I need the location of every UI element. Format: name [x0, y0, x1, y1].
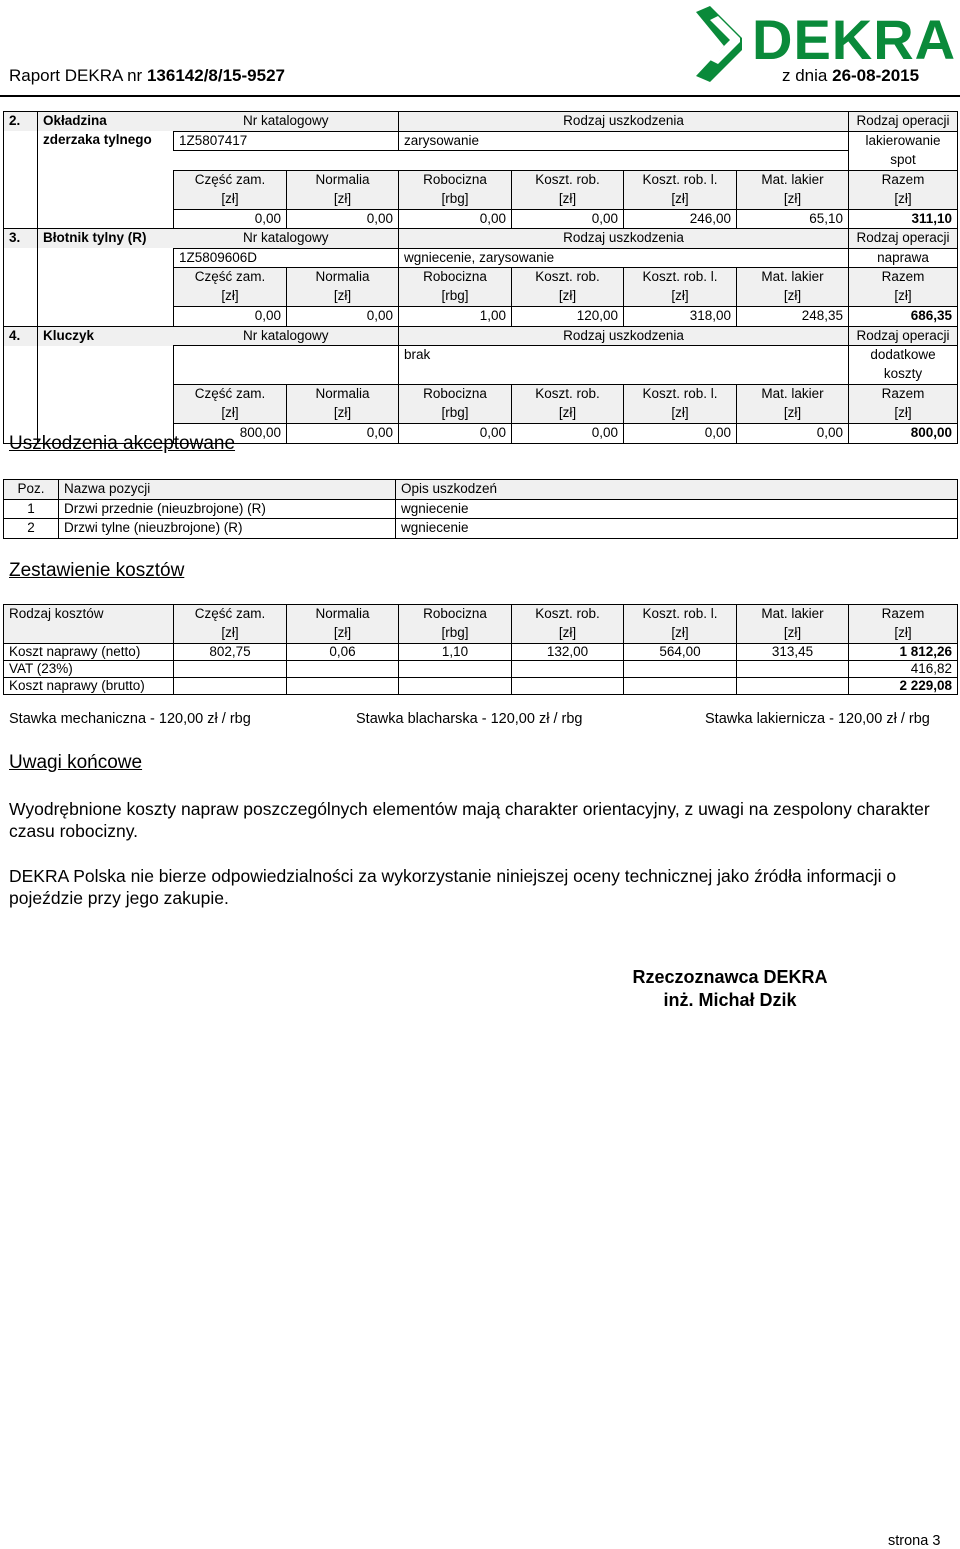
- gross-total: 2 229,08: [849, 678, 958, 695]
- unit-label: [zł]: [174, 404, 287, 424]
- net-labor: 1,10: [399, 644, 512, 661]
- col-norm: Normalia: [287, 268, 399, 288]
- cost-summary-table: [3, 604, 958, 695]
- operation-type: lakierowanie: [849, 131, 958, 151]
- row-damage-desc: wgniecenie: [396, 499, 958, 519]
- col-norm: Normalia: [287, 385, 399, 405]
- value-paint-mat: 248,35: [737, 307, 849, 327]
- value-labor: 0,00: [399, 424, 512, 444]
- cost-label-row: [4, 268, 958, 288]
- page-number: strona 3: [888, 1533, 941, 1549]
- unit-label: [zł]: [737, 190, 849, 210]
- col-labor-cost: Koszt. rob.: [512, 385, 624, 405]
- cost-label-row: [4, 170, 958, 190]
- damage-type: zarysowanie: [399, 131, 849, 151]
- col-paint-labor: Koszt. rob. l.: [624, 605, 737, 625]
- cost-unit-row: [4, 624, 958, 644]
- col-labor-cost: Koszt. rob.: [512, 605, 624, 625]
- accepted-damages-title: Uszkodzenia akceptowane: [9, 433, 236, 454]
- value-part: 0,00: [174, 307, 287, 327]
- part-detail-row: [4, 151, 958, 171]
- col-paint-mat: Mat. lakier: [737, 268, 849, 288]
- col-labor: Robocizna: [399, 268, 512, 288]
- damage-label: Rodzaj uszkodzenia: [399, 326, 849, 346]
- value-paint-labor: 246,00: [624, 209, 737, 229]
- remarks-paragraph: Wyodrębnione koszty napraw poszczególnych elementów mają charakter orientacyjny, z uwagi na zespolony charakter czasu robocizny.: [9, 799, 930, 841]
- unit-label: [zł]: [287, 287, 399, 307]
- net-norm: 0,06: [287, 644, 399, 661]
- table-row: [4, 678, 958, 695]
- value-paint-mat: 0,00: [737, 424, 849, 444]
- col-labor: Robocizna: [399, 605, 512, 625]
- col-position: Poz.: [4, 480, 59, 500]
- cost-value-row: [4, 209, 958, 229]
- unit-label: [zł]: [512, 404, 624, 424]
- col-part: Część zam.: [174, 385, 287, 405]
- unit-label: [rbg]: [399, 404, 512, 424]
- col-total: Razem: [849, 605, 958, 625]
- part-detail-row: [4, 131, 958, 151]
- col-paint-mat: Mat. lakier: [737, 605, 849, 625]
- unit-label: [zł]: [287, 624, 399, 644]
- value-paint-labor: 0,00: [624, 424, 737, 444]
- damage-label: Rodzaj uszkodzenia: [399, 229, 849, 249]
- value-labor-cost: 120,00: [512, 307, 624, 327]
- accepted-damages-table: [3, 479, 958, 539]
- col-item-name: Nazwa pozycji: [59, 480, 396, 500]
- value-total: 800,00: [849, 424, 958, 444]
- unit-label: [zł]: [849, 287, 958, 307]
- value-paint-labor: 318,00: [624, 307, 737, 327]
- unit-label: [zł]: [512, 190, 624, 210]
- dekra-logo-text: DEKRA: [752, 8, 957, 71]
- report-title: [9, 66, 285, 86]
- value-labor: 0,00: [399, 209, 512, 229]
- unit-label: [zł]: [287, 190, 399, 210]
- unit-label: [zł]: [624, 190, 737, 210]
- value-norm: 0,00: [287, 307, 399, 327]
- table-row: [4, 661, 958, 678]
- col-part: Część zam.: [174, 170, 287, 190]
- damage-type: brak: [399, 346, 849, 366]
- value-total: 311,10: [849, 209, 958, 229]
- col-part: Część zam.: [174, 268, 287, 288]
- part-detail-row: [4, 346, 958, 366]
- unit-label: [rbg]: [399, 190, 512, 210]
- parts-table: [3, 111, 958, 444]
- catalog-label: Nr katalogowy: [174, 112, 399, 132]
- cost-unit-row: [4, 190, 958, 210]
- unit-label: [zł]: [624, 624, 737, 644]
- col-paint-mat: Mat. lakier: [737, 170, 849, 190]
- unit-label: [zł]: [849, 404, 958, 424]
- value-part: 800,00: [174, 424, 287, 444]
- net-paint-mat: 313,45: [737, 644, 849, 661]
- col-paint-mat: Mat. lakier: [737, 385, 849, 405]
- gross-cost-label: Koszt naprawy (brutto): [4, 678, 174, 695]
- operation-type-continued: koszty: [849, 365, 958, 385]
- unit-label: [zł]: [174, 287, 287, 307]
- unit-label: [rbg]: [399, 287, 512, 307]
- value-labor-cost: 0,00: [512, 424, 624, 444]
- unit-label: [zł]: [737, 287, 849, 307]
- unit-label: [zł]: [624, 287, 737, 307]
- net-paint-labor: 564,00: [624, 644, 737, 661]
- value-labor: 1,00: [399, 307, 512, 327]
- col-total: Razem: [849, 268, 958, 288]
- signature-block: [560, 966, 900, 1012]
- unit-label: [zł]: [287, 404, 399, 424]
- operation-type-continued: spot: [849, 151, 958, 171]
- cost-label-row: [4, 385, 958, 405]
- value-part: 0,00: [174, 209, 287, 229]
- value-norm: 0,00: [287, 209, 399, 229]
- part-name: Okładzina: [38, 112, 174, 132]
- date-prefix: z dnia: [782, 66, 828, 85]
- value-norm: 0,00: [287, 424, 399, 444]
- row-position: 1: [4, 499, 59, 519]
- table-row: [4, 644, 958, 661]
- operation-label: Rodzaj operacji: [849, 229, 958, 249]
- part-header-row: [4, 326, 958, 346]
- col-cost-type: Rodzaj kosztów: [4, 605, 174, 625]
- unit-label: [zł]: [174, 190, 287, 210]
- header-divider: [0, 95, 960, 97]
- col-total: Razem: [849, 170, 958, 190]
- rate-paint: Stawka lakiernicza - 120,00 zł / rbg: [705, 711, 930, 727]
- net-labor-cost: 132,00: [512, 644, 624, 661]
- unit-label: [zł]: [737, 624, 849, 644]
- unit-label: [zł]: [737, 404, 849, 424]
- rate-mechanical: Stawka mechaniczna - 120,00 zł / rbg: [9, 711, 251, 727]
- net-cost-label: Koszt naprawy (netto): [4, 644, 174, 661]
- col-labor-cost: Koszt. rob.: [512, 170, 624, 190]
- unit-label: [rbg]: [399, 624, 512, 644]
- part-number: 4.: [4, 326, 38, 346]
- part-detail-row: [4, 248, 958, 268]
- catalog-number: 1Z5809606D: [174, 248, 399, 268]
- catalog-label: Nr katalogowy: [174, 229, 399, 249]
- table-row: [4, 499, 958, 519]
- col-total: Razem: [849, 385, 958, 405]
- row-position: 2: [4, 519, 59, 539]
- col-part: Część zam.: [174, 605, 287, 625]
- row-damage-desc: wgniecenie: [396, 519, 958, 539]
- part-name: Błotnik tylny (R): [38, 229, 174, 249]
- date-value: 26-08-2015: [832, 66, 920, 85]
- damage-label: Rodzaj uszkodzenia: [399, 112, 849, 132]
- col-labor-cost: Koszt. rob.: [512, 268, 624, 288]
- cost-unit-row: [4, 404, 958, 424]
- part-name-continued: zderzaka tylnego: [38, 131, 174, 151]
- unit-label: [zł]: [174, 624, 287, 644]
- accepted-header-row: [4, 480, 958, 500]
- vat-label: VAT (23%): [4, 661, 174, 678]
- cost-summary-title: Zestawienie kosztów: [9, 560, 185, 581]
- report-prefix: Raport DEKRA nr: [9, 66, 143, 85]
- col-damage-desc: Opis uszkodzeń: [396, 480, 958, 500]
- remarks-title: Uwagi końcowe: [9, 752, 143, 773]
- part-number: 2.: [4, 112, 38, 132]
- unit-label: [zł]: [624, 404, 737, 424]
- cost-value-row: [4, 307, 958, 327]
- damage-type: wgniecenie, zarysowanie: [399, 248, 849, 268]
- net-total: 1 812,26: [849, 644, 958, 661]
- catalog-number: [174, 346, 399, 366]
- col-norm: Normalia: [287, 170, 399, 190]
- cost-label-row: [4, 605, 958, 625]
- signature-name: inż. Michał Dzik: [663, 990, 797, 1010]
- report-number: 136142/8/15-9527: [146, 66, 285, 85]
- col-labor: Robocizna: [399, 170, 512, 190]
- cost-unit-row: [4, 287, 958, 307]
- table-row: [4, 519, 958, 539]
- rate-body: Stawka blacharska - 120,00 zł / rbg: [356, 711, 583, 727]
- unit-label: [zł]: [849, 190, 958, 210]
- value-paint-mat: 65,10: [737, 209, 849, 229]
- net-part: 802,75: [174, 644, 287, 661]
- catalog-label: Nr katalogowy: [174, 326, 399, 346]
- col-paint-labor: Koszt. rob. l.: [624, 170, 737, 190]
- operation-label: Rodzaj operacji: [849, 326, 958, 346]
- part-number: 3.: [4, 229, 38, 249]
- col-paint-labor: Koszt. rob. l.: [624, 385, 737, 405]
- col-norm: Normalia: [287, 605, 399, 625]
- unit-label: [zł]: [512, 287, 624, 307]
- row-item-name: Drzwi przednie (nieuzbrojone) (R): [59, 499, 396, 519]
- col-labor: Robocizna: [399, 385, 512, 405]
- row-item-name: Drzwi tylne (nieuzbrojone) (R): [59, 519, 396, 539]
- operation-type: dodatkowe: [849, 346, 958, 366]
- value-labor-cost: 0,00: [512, 209, 624, 229]
- unit-label: [zł]: [849, 624, 958, 644]
- part-name: Kluczyk: [38, 326, 174, 346]
- remarks-paragraph: DEKRA Polska nie bierze odpowiedzialności za wykorzystanie niniejszej oceny technicznej jako źródła informacji o pojeździe przy jego zakupie.: [9, 866, 897, 908]
- catalog-number: 1Z5807417: [174, 131, 399, 151]
- value-total: 686,35: [849, 307, 958, 327]
- part-header-row: [4, 229, 958, 249]
- part-header-row: [4, 112, 958, 132]
- operation-type: naprawa: [849, 248, 958, 268]
- vat-total: 416,82: [849, 661, 958, 678]
- signature-role: Rzeczoznawca DEKRA: [632, 967, 828, 987]
- unit-label: [zł]: [512, 624, 624, 644]
- col-paint-labor: Koszt. rob. l.: [624, 268, 737, 288]
- operation-label: Rodzaj operacji: [849, 112, 958, 132]
- part-detail-row: [4, 365, 958, 385]
